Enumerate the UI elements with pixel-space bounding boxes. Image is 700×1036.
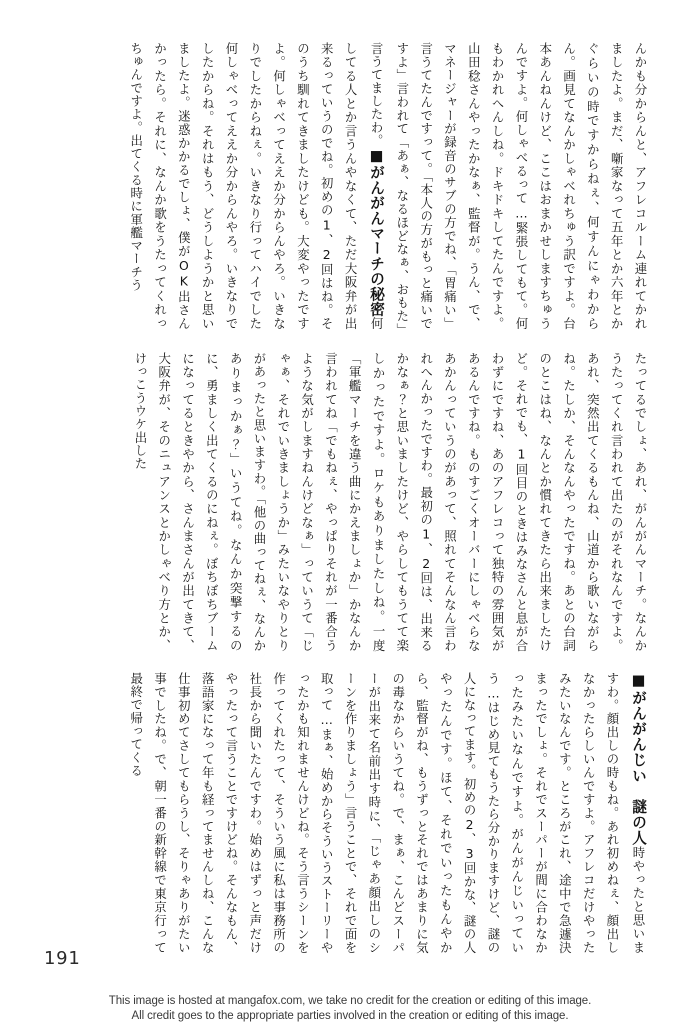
heading-gangan-march-secret: ■がんがんマーチの秘密 xyxy=(368,147,386,317)
paragraph-gangan-march-secret: 何してる人とか言うんやなくて、ただ大阪弁が出来るっていうのでね。初めの1、2回はね。そのうち馴れてきましたけども。大変やったですよ。何しゃべってええか分からんやろ。いきなりでしたからねぇ。いきなり行ってハイでした何しゃべってええか分からんやろ。いきなりでしたからね。それはもう、どうしようかと思いましたよ。迷惑かかるでしょ、僕がOK出さんかったら。それに、なんか歌をうたってくれっちゅんですよ。出てくる時に軍艦マーチう xyxy=(128,42,385,330)
text-block-top xyxy=(46,42,652,330)
paragraph-interview-continuation: んかも分からんと、アフレコルーム連れてかれましたよ。まだ、噺家なって五年とか六年とかぐらいの時ですからねぇ、何すんにゃわからん。画見てなんかしゃべれちゅう訳ですよ。台本あんねんけど、ここはおまかせしますちゅうんですよ。何しゃべるって…緊張してもて。何もわかれへんしね。ドキドキしてたんですよ。山田稔さんやったかなぁ、監督が。うん、で、マネージャーが録音のサブの方でね、「胃痛い」言うてたんですって。「本人の方がもっと痛いですよ」言われて「あぁ、なるほどなぁ、おもた」言うてましたわ。 xyxy=(369,42,648,330)
page-number: 191 xyxy=(44,948,81,969)
text-block-bottom xyxy=(46,672,652,954)
watermark-line-1: This image is hosted at mangafox.com, we take no credit for the creation or editing of this image. xyxy=(108,994,592,1007)
heading-gangan-jii-mystery-man: ■がんがんじい 謎の人 xyxy=(630,672,647,846)
text-block-middle xyxy=(46,352,652,652)
watermark-line-2: All credit goes to the appropriate parties involved in the creation or editing of this image. xyxy=(131,1009,569,1022)
paragraph-gangan-jii-mystery-man: 時やったと思いますわ。顔出しの時もね。あれ初めねぇ、顔出しなかったらしいんですよ。アフレコだけやったみたいなんです。ところがこれ、途中で急遽決まったでしょ。それでスーパーが間に合わなかったみたいなんですよ。がんがんじいっていう…はじめ見てもうたら分かりますけど、謎の人になってます。初めの2、3回かな、謎の人やったんです。ほて、それでいったもんやから、監督がね、もうずっとそれではあまりに気の毒なからいうてね。で、まぁ、こんどスーパーが出来て名前出す時に、「じゃあ顔出しのシーンを作りましょう」言うことで、それで面を取って…まぁ、始めからそういうストーリーやったかも知れませんけどね。そう言うシーンを作ってくれたって、そういう風に私は事務所の社長から聞いたんですわ。始めはずっと声だけやったって言うことですけどね。そんなもん、落語家になって年も経ってませんしね、こんな仕事初めてさしてもらうし、そりゃありがたい事でしたね。で、朝一番の新幹線で東京行って最終で帰ってくる xyxy=(128,672,646,954)
watermark-footer xyxy=(0,980,700,1036)
paragraph-gangan-march-body: たってるでしょ、あれ、がんがんマーチ。なんかうたってくれ言われて出たのがそれなんですよ。あれ、突然出てくるもんね、山道から歌いながらね。たしか、そんなんやったですね。あとの台詞のとこはね、なんとか慣れてきたら出来ましたけど。それでも、1回目のときはみなさんと息が合わずにですね、あのアフレコって独特の雰囲気があるんですね。ものすごくオーバーにしゃべらなあかんっていうのがあって、照れてそんなん言われへんかったですわ。最初の1、2回は、出来るかなぁ？と思いましたけど、やらしてもうてて楽しかったですよ。ロケもありましたしね。一度「軍艦マーチを違う曲にかえましょか」かなんか言われてね「でもねぇ、やっぱりそれが一番合うような気がしますねんけどなぁ」っていうて「じゃぁ、それでいきましょうか」みたいなやりとりがあったと思いますわ。「他の曲ってねぇ、なんかありまっかぁ？」いうてね。なんか突撃するのに、勇ましく出てくるのにねぇ。ぼちぼちブームになってるときやから、さんまさんが出てきて、大阪弁が、そのニュアンスとかしゃべり方とか、けっこうウケ出した xyxy=(132,352,648,652)
